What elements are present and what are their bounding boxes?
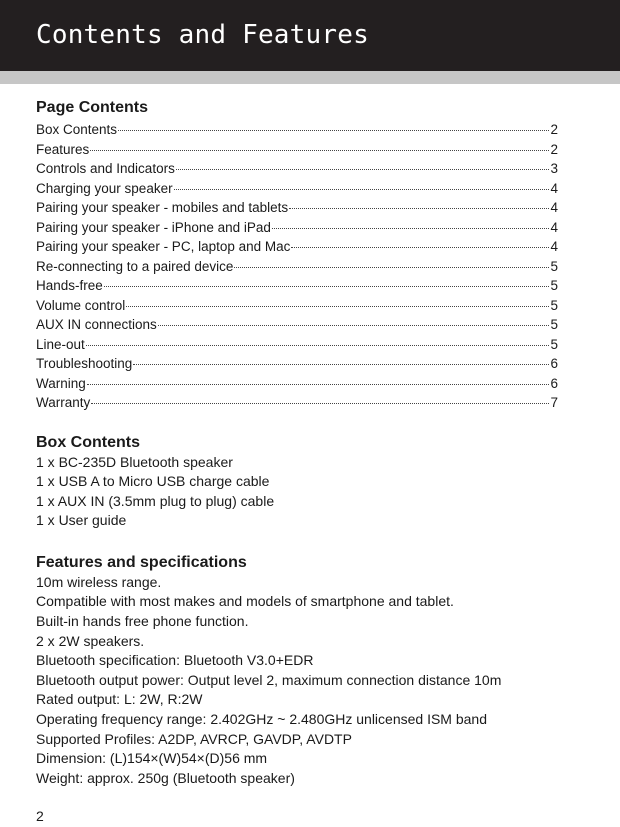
feature-item: Dimension: (L)154×(W)54×(D)56 mm bbox=[36, 750, 268, 767]
toc-entry-label: Features bbox=[36, 141, 90, 157]
toc-entry bbox=[36, 335, 558, 355]
box-item: 1 x AUX IN (3.5mm plug to plug) cable bbox=[36, 492, 275, 509]
toc-entry bbox=[36, 120, 558, 140]
toc-entry bbox=[36, 237, 558, 257]
box-item: 1 x User guide bbox=[36, 512, 127, 529]
toc-entry bbox=[36, 296, 558, 316]
feature-item: Compatible with most makes and models of smartphone and tablet. bbox=[36, 593, 454, 610]
toc-entry-page: 5 bbox=[550, 297, 558, 313]
toc-entry-page: 3 bbox=[550, 161, 558, 176]
toc-entry bbox=[36, 276, 558, 296]
header-bar bbox=[0, 0, 620, 71]
toc-entry-label: Box Contents bbox=[36, 122, 118, 137]
features-heading: Features and specifications bbox=[36, 553, 247, 571]
toc-entry-label: Line-out bbox=[36, 336, 85, 352]
toc-entry-page: 4 bbox=[550, 180, 558, 196]
toc-entry bbox=[36, 179, 558, 199]
toc-entry bbox=[36, 257, 558, 277]
toc-entry bbox=[36, 218, 558, 238]
toc-leader-dots bbox=[90, 150, 549, 151]
toc-entry-label: Charging your speaker bbox=[36, 180, 173, 196]
toc-entry-page: 5 bbox=[550, 258, 558, 274]
feature-item: 10m wireless range. bbox=[36, 573, 162, 590]
feature-item: Supported Profiles: A2DP, AVRCP, GAVDP, AVDTP bbox=[36, 730, 352, 747]
table-of-contents bbox=[36, 120, 558, 413]
toc-entry-page: 4 bbox=[550, 239, 558, 254]
toc-entry-label: Troubleshooting bbox=[36, 356, 133, 371]
page-title: Contents and Features bbox=[36, 20, 369, 50]
toc-leader-dots bbox=[176, 169, 550, 170]
toc-entry bbox=[36, 354, 558, 374]
box-contents-section bbox=[36, 433, 558, 531]
box-contents-heading: Box Contents bbox=[36, 433, 140, 451]
toc-entry bbox=[36, 140, 558, 160]
toc-entry-label: Controls and Indicators bbox=[36, 161, 175, 176]
page-content bbox=[36, 98, 558, 788]
toc-leader-dots bbox=[289, 208, 549, 209]
toc-entry-page: 5 bbox=[550, 336, 558, 352]
toc-entry-label: Warranty bbox=[36, 395, 91, 410]
toc-entry-label: Pairing your speaker - iPhone and iPad bbox=[36, 219, 271, 235]
toc-leader-dots bbox=[104, 286, 550, 287]
toc-entry-page: 4 bbox=[550, 219, 558, 235]
toc-entry-page: 2 bbox=[550, 141, 558, 157]
toc-entry-label: Pairing your speaker - mobiles and tablets bbox=[36, 200, 289, 215]
toc-leader-dots bbox=[133, 364, 549, 365]
feature-item: Bluetooth specification: Bluetooth V3.0+EDR bbox=[36, 652, 314, 669]
feature-item: Weight: approx. 250g (Bluetooth speaker) bbox=[36, 769, 295, 786]
toc-entry bbox=[36, 315, 558, 335]
toc-entry-label: Re-connecting to a paired device bbox=[36, 258, 234, 274]
page-number: 2 bbox=[36, 808, 44, 824]
toc-leader-dots bbox=[291, 247, 549, 248]
toc-entry bbox=[36, 159, 558, 179]
feature-item: Operating frequency range: 2.402GHz ~ 2.480GHz unlicensed ISM band bbox=[36, 711, 487, 728]
toc-entry-page: 2 bbox=[550, 122, 558, 137]
toc-entry-label: Pairing your speaker - PC, laptop and Mac bbox=[36, 239, 291, 254]
toc-entry-page: 4 bbox=[550, 200, 558, 215]
header-rule bbox=[0, 71, 620, 84]
toc-entry bbox=[36, 374, 558, 394]
toc-entry-page: 6 bbox=[550, 356, 558, 371]
toc-entry-label: Warning bbox=[36, 375, 86, 391]
toc-leader-dots bbox=[158, 325, 550, 326]
toc-entry-label: Hands-free bbox=[36, 278, 103, 293]
feature-item: 2 x 2W speakers. bbox=[36, 632, 145, 649]
page-contents-heading: Page Contents bbox=[36, 99, 149, 116]
toc-leader-dots bbox=[118, 130, 549, 131]
toc-leader-dots bbox=[272, 228, 550, 229]
toc-leader-dots bbox=[126, 306, 549, 307]
features-section bbox=[36, 553, 558, 789]
toc-entry-page: 7 bbox=[550, 395, 558, 410]
feature-item: Rated output: L: 2W, R:2W bbox=[36, 691, 203, 708]
toc-leader-dots bbox=[87, 384, 550, 385]
toc-entry-page: 5 bbox=[550, 317, 558, 332]
toc-entry-page: 6 bbox=[550, 375, 558, 391]
box-item: 1 x BC-235D Bluetooth speaker bbox=[36, 453, 233, 470]
toc-leader-dots bbox=[174, 189, 550, 190]
feature-item: Built-in hands free phone function. bbox=[36, 613, 249, 630]
toc-leader-dots bbox=[234, 267, 549, 268]
toc-entry-label: AUX IN connections bbox=[36, 317, 157, 332]
toc-leader-dots bbox=[86, 345, 550, 346]
toc-entry bbox=[36, 393, 558, 413]
toc-entry-label: Volume control bbox=[36, 297, 126, 313]
toc-entry-page: 5 bbox=[550, 278, 558, 293]
toc-entry bbox=[36, 198, 558, 218]
feature-item: Bluetooth output power: Output level 2, maximum connection distance 10m bbox=[36, 671, 502, 688]
box-item: 1 x USB A to Micro USB charge cable bbox=[36, 473, 270, 490]
toc-leader-dots bbox=[91, 403, 549, 404]
